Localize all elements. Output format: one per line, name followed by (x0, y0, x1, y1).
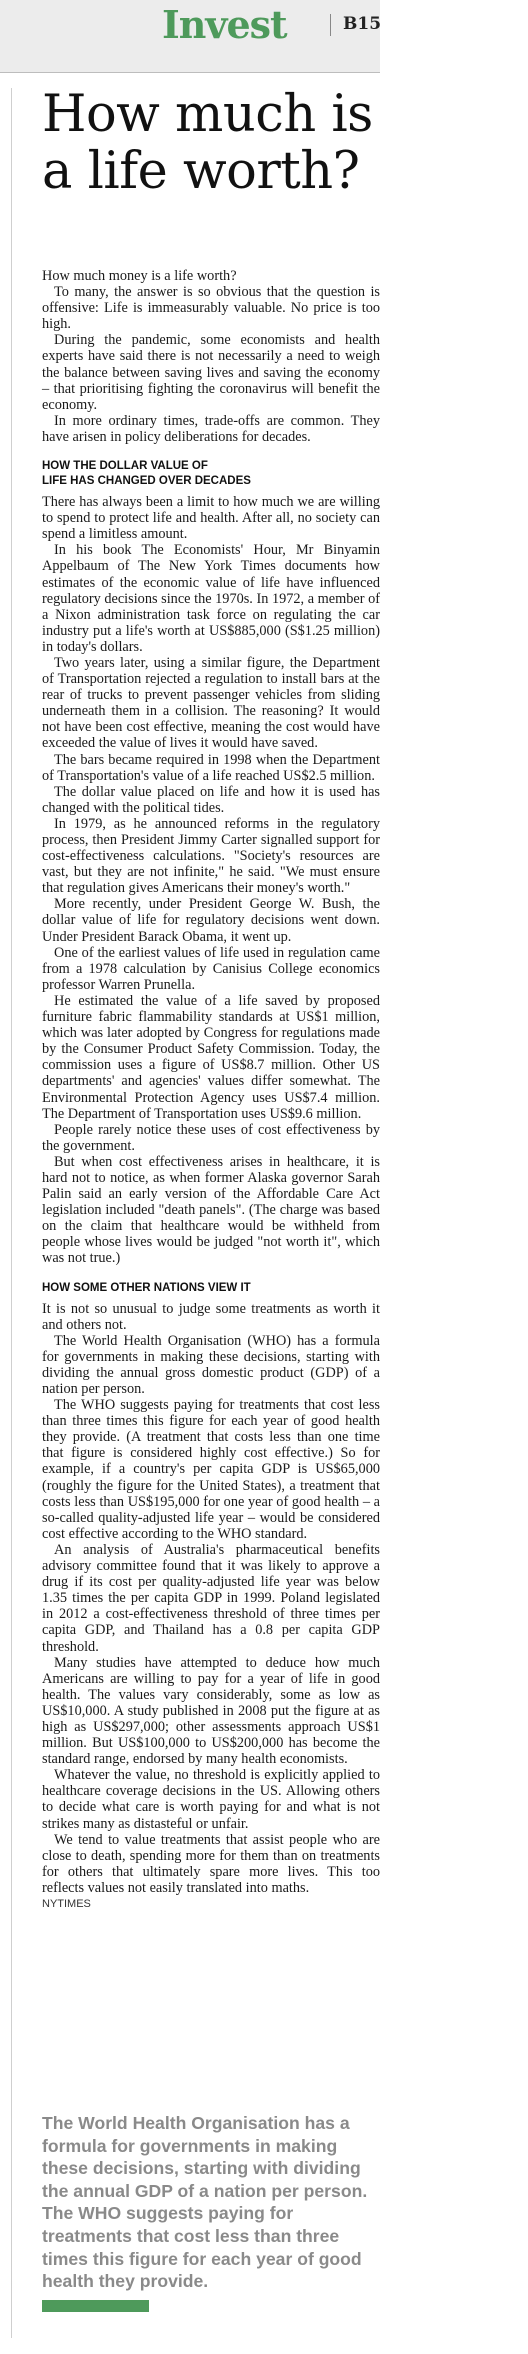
section-title: Invest (162, 2, 287, 47)
headline-line: How much is (42, 85, 373, 144)
article (42, 86, 380, 1910)
paragraph: How much money is a life worth? (42, 268, 237, 284)
paragraph: The WHO suggests paying for treatments that cost less than three times this figure for each year of good health they provide. (A treatment that costs less than one time that figure is considered highly cost effective.) So for example, if a country's per capita GDP is US$65,000 (roughly the figure for the United States), a treatment that costs less than US$195,000 for one year of good health – a so-called quality-adjusted life year – would be considered cost effective according to the WHO standard. (42, 1397, 380, 1542)
subheading-line: LIFE HAS CHANGED OVER DECADES (42, 475, 251, 488)
paragraph: In more ordinary times, trade-offs are common. They have arisen in policy deliberations for decades. (42, 412, 380, 445)
pull-quote: The World Health Organisation has a formula for governments in making these decisions, starting with dividing the annual GDP of a nation per person. The WHO suggests paying for treatments that cost less than three times this figure for each year of good health they provide. (42, 2113, 368, 2292)
article-body (42, 268, 380, 1910)
paragraph: The bars became required in 1998 when the Department of Transportation's value of a life reached US$2.5 million. (42, 751, 380, 784)
headline-line: a life worth? (42, 142, 360, 201)
paragraph: He estimated the value of a life saved by proposed furniture fabric flammability standards at US$1 million, which was later adopted by Congress for regulations made by the Consumer Product Safety Commission. Today, the commission uses a figure of US$8.7 million. Other US departments' and agencies' values differ somewhat. The Environmental Protection Agency uses US$7.4 million. The Department of Transportation uses US$9.6 million. (42, 992, 380, 1122)
paragraph: People rarely notice these uses of cost effectiveness by the government. (42, 1121, 380, 1154)
header-separator (330, 14, 331, 36)
paragraph: More recently, under President George W. Bush, the dollar value of life for regulatory decisions went down. Under President Barack Obama, it went up. (42, 896, 380, 945)
paragraph: One of the earliest values of life used in regulation came from a 1978 calculation by Canisius College economics professor Warren Prunella. (42, 944, 380, 993)
paragraph: During the pandemic, some economists and health experts have said there is not necessarily a need to weigh the balance between saving lives and saving the economy – that prioritising fighting the coronavirus will benefit the economy. (42, 332, 380, 413)
headline (42, 86, 380, 200)
page-number: B15 (343, 14, 382, 34)
article-credit: NYTIMES (42, 1898, 91, 1910)
column-rule (11, 88, 12, 2338)
subheading: HOW SOME OTHER NATIONS VIEW IT (42, 1281, 251, 1294)
paragraph: It is not so unusual to judge some treatments as worth it and others not. (42, 1300, 380, 1333)
paragraph: An analysis of Australia's pharmaceutical benefits advisory committee found that it was likely to approve a drug if its cost per quality-adjusted life year was below 1.35 times the per capita GDP in 1999. Poland legislated in 2012 a cost-effectiveness threshold of three times per capita GDP, and Thailand has a 0.8 per capita GDP threshold. (42, 1541, 380, 1655)
paragraph: But when cost effectiveness arises in healthcare, it is hard not to notice, as when former Alaska governor Sarah Palin said an early version of the Affordable Care Act legislation included "death panels". (The charge was based on the claim that healthcare would be withheld from people whose lives would be judged "not worth it", which was not true.) (42, 1153, 380, 1267)
paragraph: Two years later, using a similar figure, the Department of Transportation rejected a regulation to install bars at the rear of trucks to prevent passenger vehicles from sliding underneath them in a collision. The reasoning? It would not have been cost effective, meaning the cost would have exceeded the value of lives it would have saved. (42, 654, 380, 752)
paragraph: To many, the answer is so obvious that the question is offensive: Life is immeasurably valuable. No price is too high. (42, 284, 380, 333)
paragraph: In 1979, as he announced reforms in the regulatory process, then President Jimmy Carter signalled support for cost-effectiveness calculations. "Society's resources are vast, but they are not infinite," he said. "We must ensure that regulation gives Americans their money's worth." (42, 815, 380, 897)
paragraph: Whatever the value, no threshold is explicitly applied to healthcare coverage decisions in the US. Allowing others to decide what care is worth paying for and what is not strikes many as distasteful or unfair. (42, 1767, 380, 1832)
pull-quote-accent-bar (42, 2300, 149, 2312)
paragraph: We tend to value treatments that assist people who are close to death, spending more for them than on treatments for others that ultimately spare more lives. This too reflects values not easily translated into maths. (42, 1831, 380, 1896)
paragraph: The World Health Organisation (WHO) has a formula for governments in making these decisions, starting with dividing the annual gross domestic product (GDP) of a nation per person. (42, 1332, 380, 1397)
paragraph: There has always been a limit to how much we are willing to spend to protect life and health. After all, no society can spend a limitless amount. (42, 494, 380, 543)
subheading-line: HOW THE DOLLAR VALUE OF (42, 460, 208, 473)
page-header (0, 0, 380, 73)
paragraph: The dollar value placed on life and how it is used has changed with the political tides. (42, 783, 380, 816)
paragraph: In his book The Economists' Hour, Mr Binyamin Appelbaum of The New York Times documents how estimates of the economic value of life have influenced regulatory decisions since the 1970s. In 1972, a member of a Nixon administration task force on regulating the car industry put a life's worth at US$885,000 (S$1.25 million) in today's dollars. (42, 542, 380, 655)
paragraph: Many studies have attempted to deduce how much Americans are willing to pay for a year of life in good health. The values vary considerably, some as low as US$10,000. A study published in 2008 put the figure at as high as US$297,000; other assessments approach US$1 million. But US$100,000 to US$200,000 has become the standard range, endorsed by many health economists. (42, 1654, 380, 1768)
subheading (42, 459, 380, 489)
